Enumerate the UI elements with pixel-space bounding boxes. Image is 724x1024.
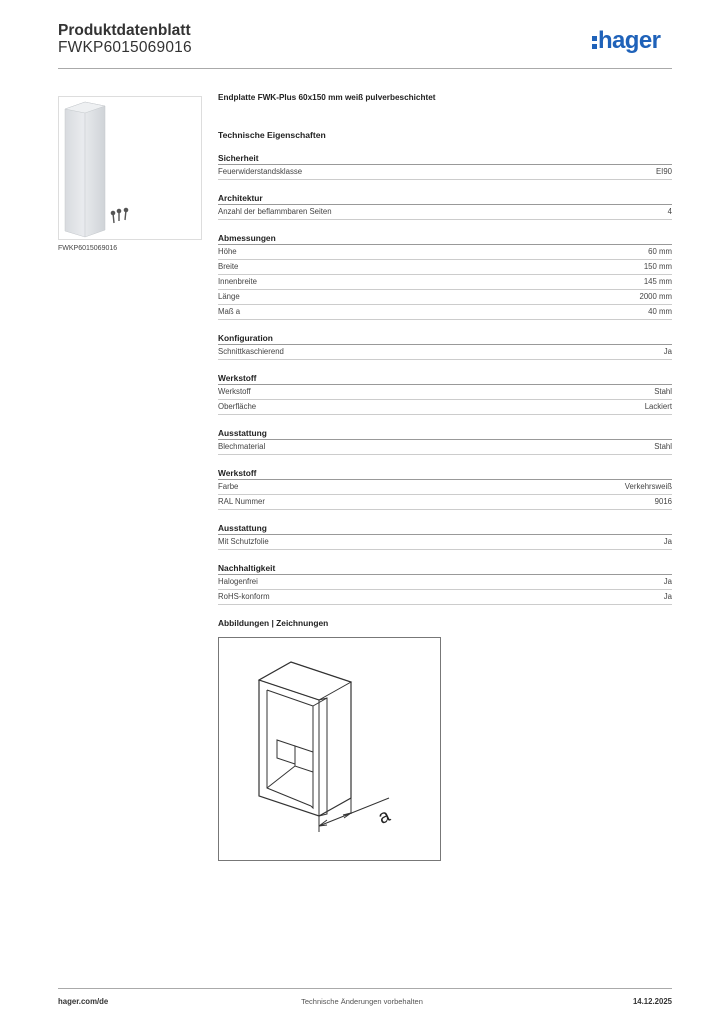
spec-value: 2000 mm <box>639 292 672 301</box>
spec-row <box>218 590 672 605</box>
spec-label: Werkstoff <box>218 387 251 396</box>
technical-drawing <box>218 637 441 861</box>
spec-label: Halogenfrei <box>218 577 258 586</box>
spec-value: Ja <box>663 592 672 601</box>
article-number: FWKP6015069016 <box>58 39 192 56</box>
spec-row <box>218 535 672 550</box>
spec-row <box>218 260 672 275</box>
spec-label: Maß a <box>218 307 241 316</box>
spec-group-title: Ausstattung <box>218 523 672 535</box>
spec-value: Ja <box>663 537 672 546</box>
header-divider <box>58 68 672 69</box>
spec-group <box>218 193 672 220</box>
spec-value: 40 mm <box>648 307 672 316</box>
spec-label: Mit Schutzfolie <box>218 537 269 546</box>
spec-value: 60 mm <box>648 247 672 256</box>
spec-groups <box>218 153 672 605</box>
spec-group <box>218 523 672 550</box>
spec-group <box>218 373 672 415</box>
spec-value: EI90 <box>655 167 672 176</box>
footer-website[interactable]: hager.com/de <box>58 997 109 1006</box>
spec-group <box>218 333 672 360</box>
spec-value: 145 mm <box>643 277 672 286</box>
spec-group-title: Konfiguration <box>218 333 672 345</box>
spec-row <box>218 575 672 590</box>
spec-label: Innenbreite <box>218 277 258 286</box>
logo-colon-icon <box>592 32 597 50</box>
spec-group-title: Werkstoff <box>218 373 672 385</box>
spec-row <box>218 440 672 455</box>
spec-row <box>218 400 672 415</box>
spec-row <box>218 480 672 495</box>
spec-row <box>218 305 672 320</box>
spec-row <box>218 165 672 180</box>
spec-label: Anzahl der beflammbaren Seiten <box>218 207 332 216</box>
spec-value: Ja <box>663 577 672 586</box>
spec-group-title: Ausstattung <box>218 428 672 440</box>
hager-logo <box>592 28 660 58</box>
spec-label: Oberfläche <box>218 402 257 411</box>
spec-value: 9016 <box>654 497 672 506</box>
spec-group <box>218 468 672 510</box>
spec-value: 4 <box>667 207 672 216</box>
spec-group-title: Abmessungen <box>218 233 672 245</box>
spec-value: Stahl <box>654 387 672 396</box>
spec-group-title: Sicherheit <box>218 153 672 165</box>
spec-label: Blechmaterial <box>218 442 266 451</box>
dimension-a-label: a <box>374 805 394 829</box>
footer-note: Technische Änderungen vorbehalten <box>301 997 423 1006</box>
product-image <box>58 96 202 240</box>
spec-label: Farbe <box>218 482 239 491</box>
document-title: Produktdatenblatt <box>58 22 191 39</box>
spec-row <box>218 385 672 400</box>
spec-value: Lackiert <box>644 402 672 411</box>
spec-value: Stahl <box>654 442 672 451</box>
spec-group <box>218 428 672 455</box>
spec-group-title: Werkstoff <box>218 468 672 480</box>
footer-date: 14.12.2025 <box>632 997 672 1006</box>
spec-label: RoHS-konform <box>218 592 270 601</box>
spec-label: Breite <box>218 262 239 271</box>
spec-label: Feuerwiderstandsklasse <box>218 167 303 176</box>
spec-label: Länge <box>218 292 240 301</box>
product-image-caption: FWKP6015069016 <box>58 245 118 252</box>
spec-row <box>218 495 672 510</box>
spec-value: 150 mm <box>643 262 672 271</box>
spec-value: Ja <box>663 347 672 356</box>
spec-row <box>218 205 672 220</box>
spec-group <box>218 233 672 320</box>
spec-label: Höhe <box>218 247 237 256</box>
spec-label: Schnittkaschierend <box>218 347 284 356</box>
drawings-heading: Abbildungen | Zeichnungen <box>218 618 329 628</box>
spec-value: Verkehrsweiß <box>624 482 672 491</box>
spec-group <box>218 563 672 605</box>
logo-wordmark: hager <box>598 27 661 54</box>
spec-row <box>218 245 672 260</box>
spec-row <box>218 345 672 360</box>
spec-row <box>218 290 672 305</box>
spec-group-title: Architektur <box>218 193 672 205</box>
end-plate-photo-icon <box>59 97 201 239</box>
specs-section <box>218 93 672 605</box>
spec-group-title: Nachhaltigkeit <box>218 563 672 575</box>
product-name: Endplatte FWK-Plus 60x150 mm weiß pulverbeschichtet <box>218 93 436 102</box>
footer-divider <box>58 988 672 989</box>
spec-label: RAL Nummer <box>218 497 265 506</box>
end-plate-drawing-icon <box>219 638 440 860</box>
spec-row <box>218 275 672 290</box>
specs-heading: Technische Eigenschaften <box>218 130 326 140</box>
spec-group <box>218 153 672 180</box>
